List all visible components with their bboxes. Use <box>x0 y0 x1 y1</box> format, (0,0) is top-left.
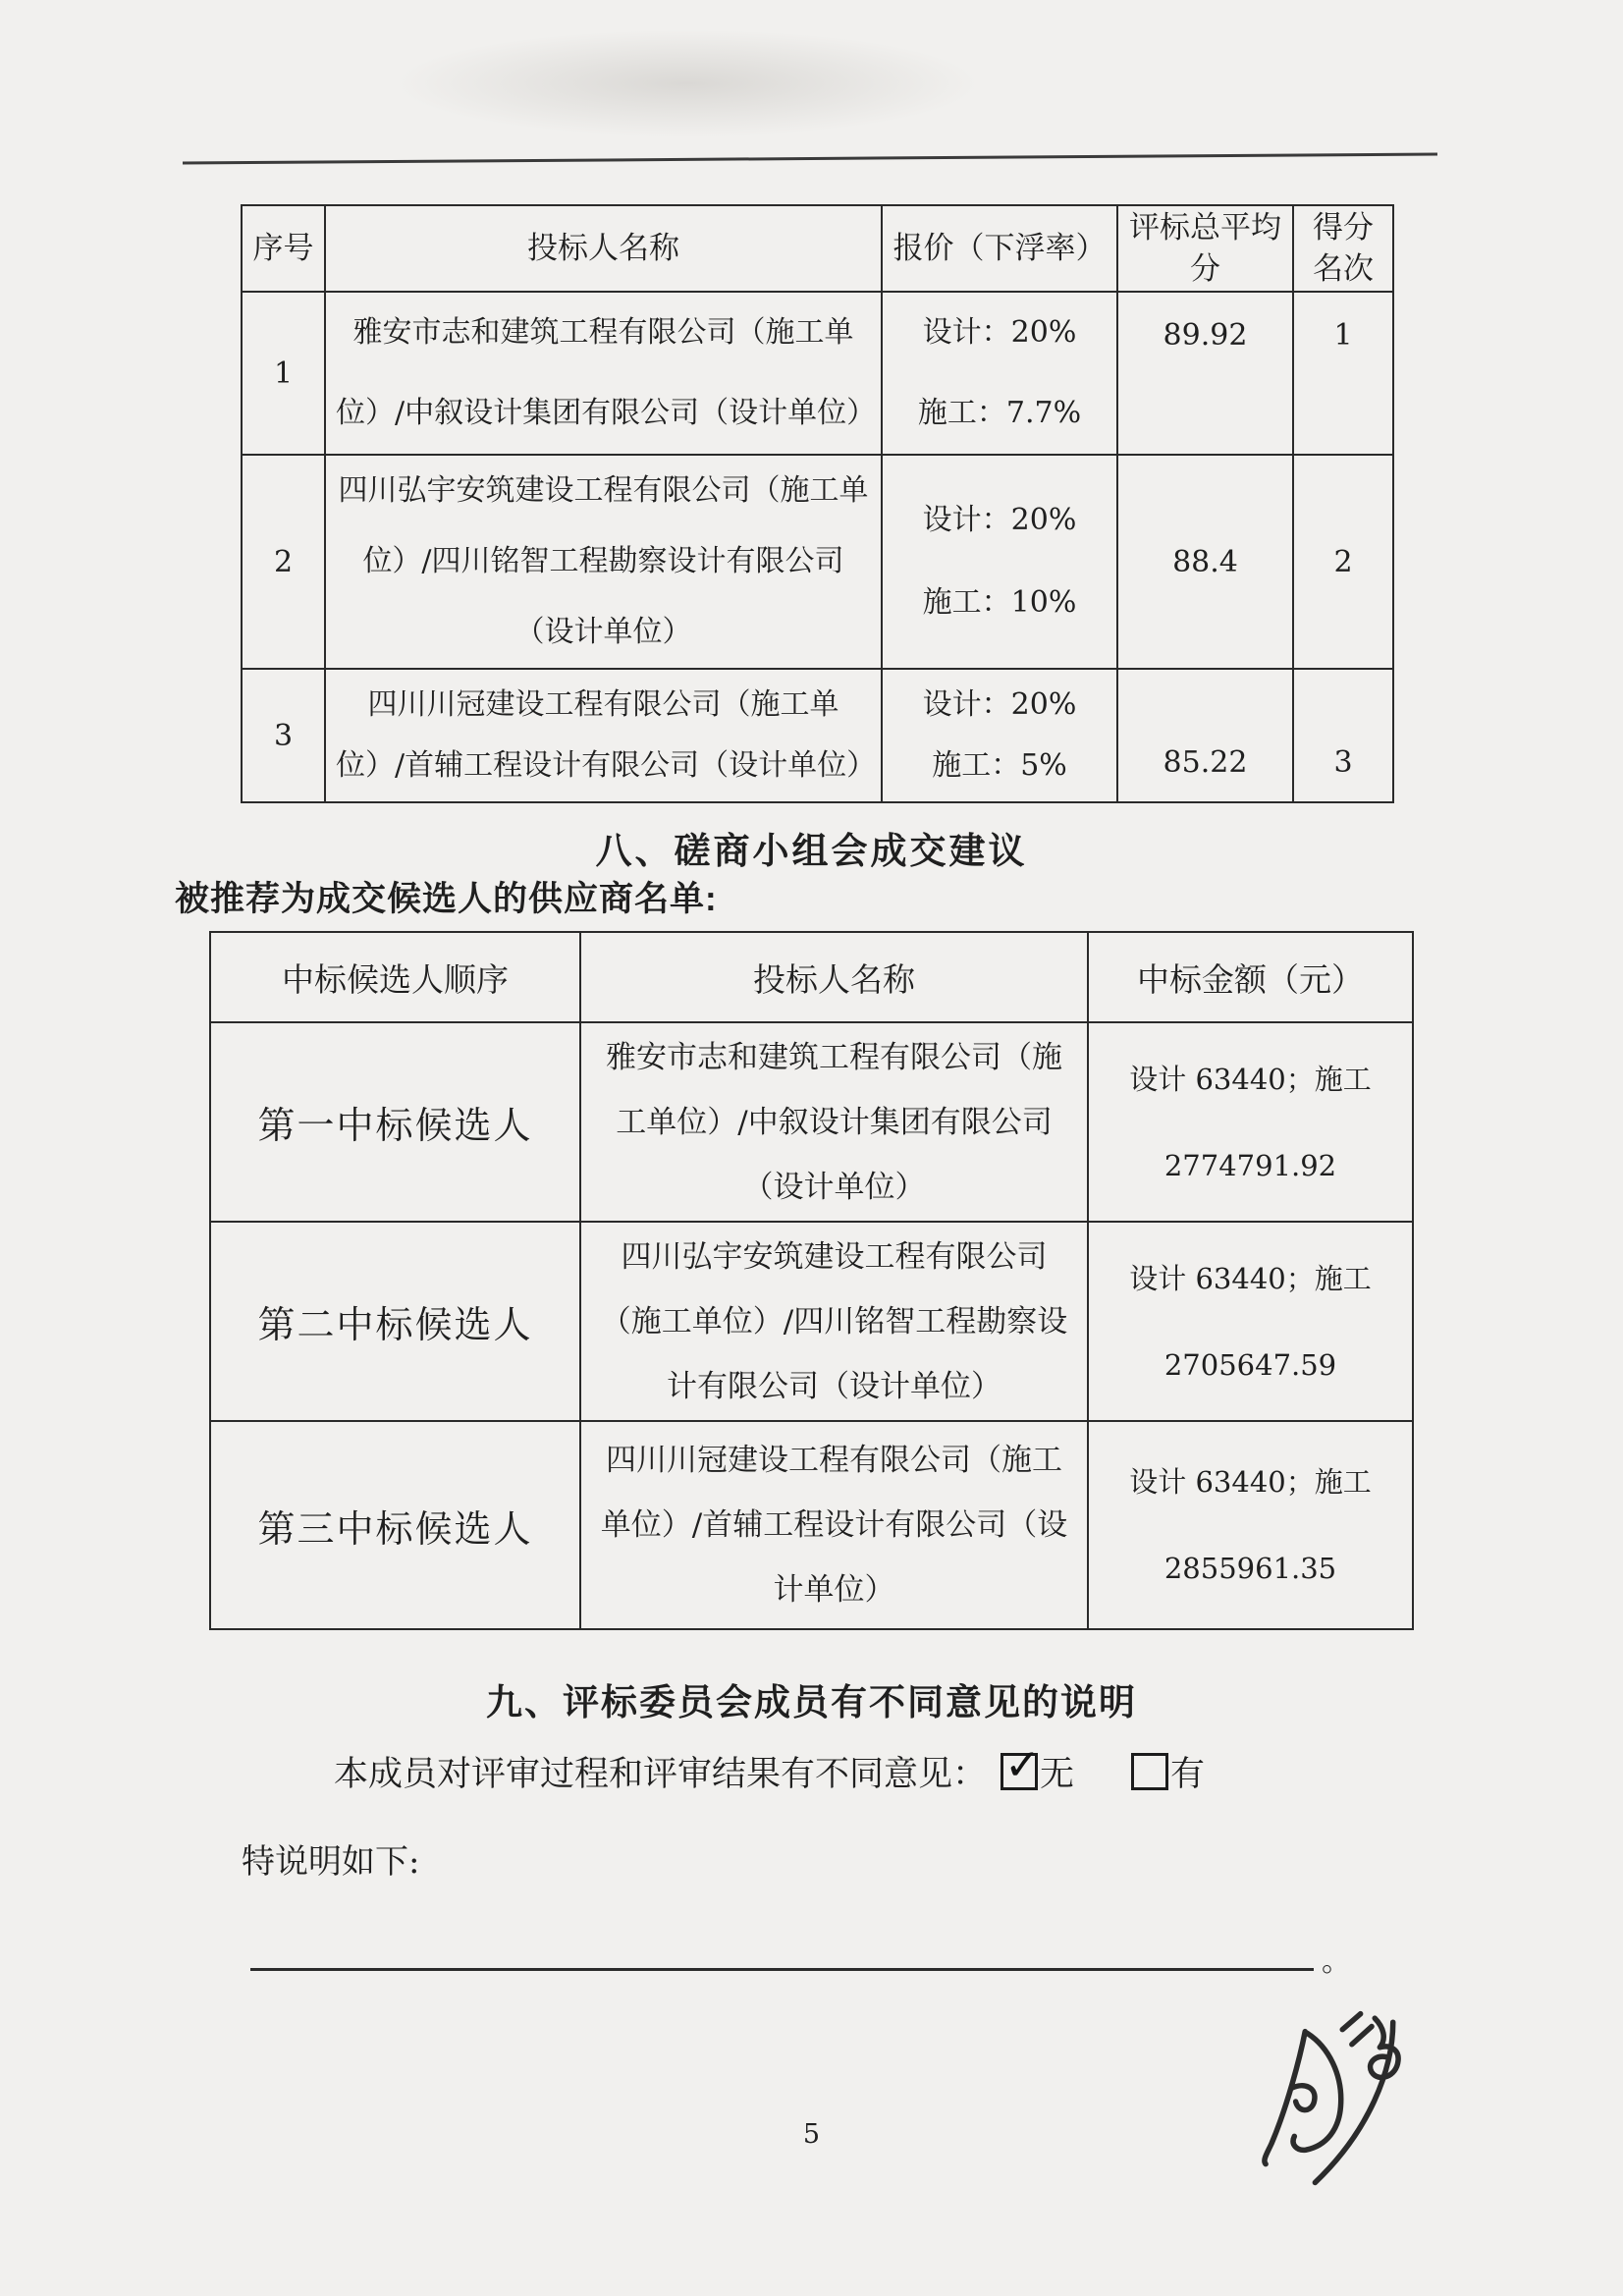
avg-score-cell: 85.22 <box>1117 669 1293 802</box>
avg-score-cell: 89.92 <box>1117 292 1293 455</box>
avg-score-cell: 88.4 <box>1117 455 1293 669</box>
checkmark-icon: ✓ <box>1004 1740 1041 1790</box>
col-header-seq: 序号 <box>242 205 325 292</box>
checkbox-unchecked-icon <box>1131 1753 1168 1790</box>
col-header-avg-score: 评标总平均分 <box>1117 205 1293 292</box>
signature-handwriting <box>1224 1976 1442 2212</box>
amount-line2: 2705647.59 <box>1163 1347 1337 1382</box>
seq-cell: 1 <box>242 292 325 455</box>
checkbox-checked-icon <box>1001 1740 1041 1790</box>
amount-line2: 2774791.92 <box>1163 1148 1337 1182</box>
col-header-candidate-order: 中标候选人顺序 <box>210 932 580 1022</box>
trailing-period: 。 <box>1322 1944 1351 1979</box>
rank-cell: 3 <box>1293 669 1393 802</box>
price-cell <box>882 669 1117 802</box>
price-cell <box>882 292 1117 455</box>
table-row <box>242 455 1393 669</box>
bidder-name-cell: 雅安市志和建筑工程有限公司（施工单位）/中叙设计集团有限公司（设计单位） <box>580 1022 1088 1222</box>
seq-cell: 2 <box>242 455 325 669</box>
candidate-order-cell: 第二中标候选人 <box>210 1222 580 1421</box>
price-build: 施工：10% <box>922 585 1077 620</box>
col-header-rank: 得分名次 <box>1293 205 1393 292</box>
table-row <box>242 669 1393 802</box>
rank-cell: 1 <box>1293 292 1393 455</box>
statement-text: 本成员对评审过程和评审结果有不同意见： <box>334 1755 988 1794</box>
note-label: 特说明如下: <box>242 1842 420 1882</box>
bidder-name-cell: 四川川冠建设工程有限公司（施工单位）/首辅工程设计有限公司（设计单位） <box>580 1421 1088 1629</box>
price-design: 设计：20% <box>922 687 1077 722</box>
col-header-bidder: 投标人名称 <box>325 205 882 292</box>
price-build: 施工：5% <box>932 748 1067 783</box>
amount-line1: 设计 63440；施工 <box>1129 1465 1372 1499</box>
top-horizontal-rule <box>183 153 1437 165</box>
section9-heading: 九、评标委员会成员有不同意见的说明 <box>486 1682 1137 1722</box>
col-header-amount: 中标金额（元） <box>1088 932 1413 1022</box>
col-header-bidder: 投标人名称 <box>580 932 1088 1022</box>
amount-line1: 设计 63440；施工 <box>1129 1261 1372 1295</box>
amount-cell <box>1088 1022 1413 1222</box>
price-cell <box>882 455 1117 669</box>
option-yes-label: 有 <box>1170 1755 1206 1794</box>
candidate-order-cell: 第一中标候选人 <box>210 1022 580 1222</box>
table-row <box>210 1222 1413 1421</box>
price-build: 施工：7.7% <box>917 396 1082 430</box>
amount-line2: 2855961.35 <box>1163 1552 1337 1585</box>
option-no-label: 无 <box>1040 1755 1075 1794</box>
candidate-order-cell: 第三中标候选人 <box>210 1421 580 1629</box>
score-result-table <box>241 204 1394 803</box>
rank-cell: 2 <box>1293 455 1393 669</box>
disagreement-statement <box>334 1740 1206 1796</box>
price-design: 设计：20% <box>922 315 1077 350</box>
table-row <box>210 1022 1413 1222</box>
blank-fill-line <box>250 1921 1314 1971</box>
bidder-name-cell: 四川弘宇安筑建设工程有限公司（施工单位）/四川铭智工程勘察设计有限公司（设计单位） <box>580 1222 1088 1421</box>
amount-line1: 设计 63440；施工 <box>1129 1062 1372 1096</box>
table-row <box>210 1421 1413 1629</box>
amount-cell <box>1088 1222 1413 1421</box>
scan-smudge-artifact <box>393 29 982 137</box>
bidder-name-cell: 四川川冠建设工程有限公司（施工单位）/首辅工程设计有限公司（设计单位） <box>325 669 882 802</box>
seq-cell: 3 <box>242 669 325 802</box>
col-header-price: 报价（下浮率） <box>882 205 1117 292</box>
table-row <box>242 292 1393 455</box>
page-number: 5 <box>802 2119 821 2150</box>
winning-candidate-table <box>209 931 1414 1630</box>
amount-cell <box>1088 1421 1413 1629</box>
bidder-name-cell: 四川弘宇安筑建设工程有限公司（施工单位）/四川铭智工程勘察设计有限公司（设计单位） <box>325 455 882 669</box>
section8-heading: 八、磋商小组会成交建议 <box>595 831 1028 871</box>
table-header-row <box>242 205 1393 292</box>
bidder-name-cell: 雅安市志和建筑工程有限公司（施工单位）/中叙设计集团有限公司（设计单位） <box>325 292 882 455</box>
recommended-suppliers-label: 被推荐为成交候选人的供应商名单: <box>175 880 718 918</box>
table-header-row <box>210 932 1413 1022</box>
price-design: 设计：20% <box>922 503 1077 537</box>
